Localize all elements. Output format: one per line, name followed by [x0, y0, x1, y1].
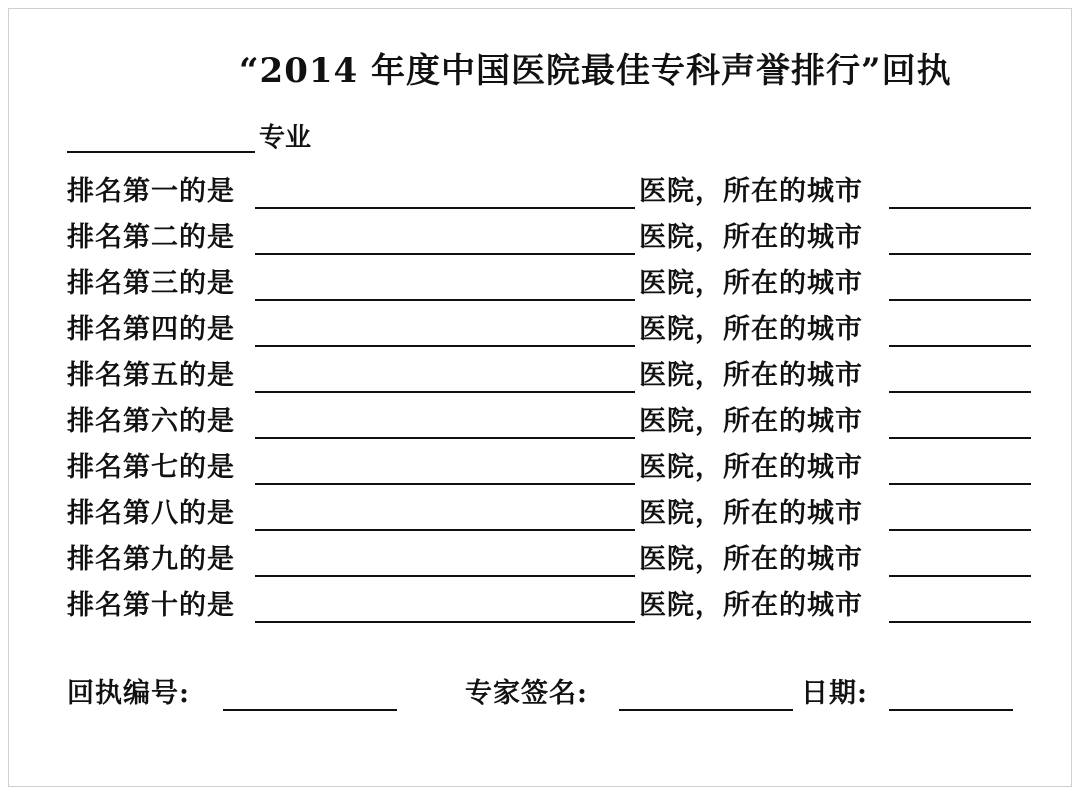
- ranking-label: 排名第五的是: [67, 360, 235, 391]
- hospital-name-blank[interactable]: [255, 267, 635, 301]
- ranking-label: 排名第三的是: [67, 268, 235, 299]
- hospital-name-blank[interactable]: [255, 359, 635, 393]
- city-blank[interactable]: [889, 359, 1031, 393]
- city-blank[interactable]: [889, 175, 1031, 209]
- ranking-row: [67, 255, 1031, 301]
- ranking-label: 排名第七的是: [67, 452, 235, 483]
- hospital-name-blank[interactable]: [255, 497, 635, 531]
- hospital-city-label: 医院，所在的城市: [639, 268, 863, 299]
- expert-signature-blank[interactable]: [619, 677, 793, 711]
- hospital-name-blank[interactable]: [255, 175, 635, 209]
- ranking-row: [67, 347, 1031, 393]
- receipt-form: [8, 8, 1072, 787]
- date-blank[interactable]: [889, 677, 1013, 711]
- ranking-label: 排名第一的是: [67, 176, 235, 207]
- city-blank[interactable]: [889, 543, 1031, 577]
- ranking-label: 排名第九的是: [67, 544, 235, 575]
- hospital-name-blank[interactable]: [255, 451, 635, 485]
- ranking-row: [67, 485, 1031, 531]
- hospital-name-blank[interactable]: [255, 221, 635, 255]
- form-footer: [67, 673, 1031, 717]
- ranking-label: 排名第六的是: [67, 406, 235, 437]
- city-blank[interactable]: [889, 451, 1031, 485]
- specialty-row: [67, 119, 311, 153]
- hospital-city-label: 医院，所在的城市: [639, 544, 863, 575]
- hospital-city-label: 医院，所在的城市: [639, 452, 863, 483]
- ranking-label: 排名第二的是: [67, 222, 235, 253]
- hospital-name-blank[interactable]: [255, 543, 635, 577]
- city-blank[interactable]: [889, 267, 1031, 301]
- hospital-city-label: 医院，所在的城市: [639, 360, 863, 391]
- city-blank[interactable]: [889, 589, 1031, 623]
- receipt-number-blank[interactable]: [223, 677, 397, 711]
- specialty-blank[interactable]: [67, 123, 255, 153]
- hospital-city-label: 医院，所在的城市: [639, 314, 863, 345]
- hospital-city-label: 医院，所在的城市: [639, 498, 863, 529]
- city-blank[interactable]: [889, 405, 1031, 439]
- hospital-name-blank[interactable]: [255, 313, 635, 347]
- ranking-label: 排名第四的是: [67, 314, 235, 345]
- date-label: 日期:: [801, 678, 868, 709]
- form-title: “2014 年度中国医院最佳专科声誉排行”回执: [239, 51, 952, 91]
- hospital-city-label: 医院，所在的城市: [639, 222, 863, 253]
- hospital-city-label: 医院，所在的城市: [639, 590, 863, 621]
- ranking-row: [67, 393, 1031, 439]
- hospital-name-blank[interactable]: [255, 589, 635, 623]
- ranking-row: [67, 163, 1031, 209]
- hospital-city-label: 医院，所在的城市: [639, 176, 863, 207]
- ranking-row: [67, 577, 1031, 623]
- ranking-label: 排名第八的是: [67, 498, 235, 529]
- specialty-label: 专业: [259, 123, 312, 153]
- hospital-name-blank[interactable]: [255, 405, 635, 439]
- ranking-label: 排名第十的是: [67, 590, 235, 621]
- ranking-row: [67, 209, 1031, 255]
- ranking-list: [67, 163, 1031, 623]
- receipt-number-label: 回执编号:: [67, 678, 190, 709]
- city-blank[interactable]: [889, 497, 1031, 531]
- ranking-row: [67, 301, 1031, 347]
- expert-signature-label: 专家签名:: [465, 678, 588, 709]
- ranking-row: [67, 439, 1031, 485]
- city-blank[interactable]: [889, 313, 1031, 347]
- city-blank[interactable]: [889, 221, 1031, 255]
- hospital-city-label: 医院，所在的城市: [639, 406, 863, 437]
- ranking-row: [67, 531, 1031, 577]
